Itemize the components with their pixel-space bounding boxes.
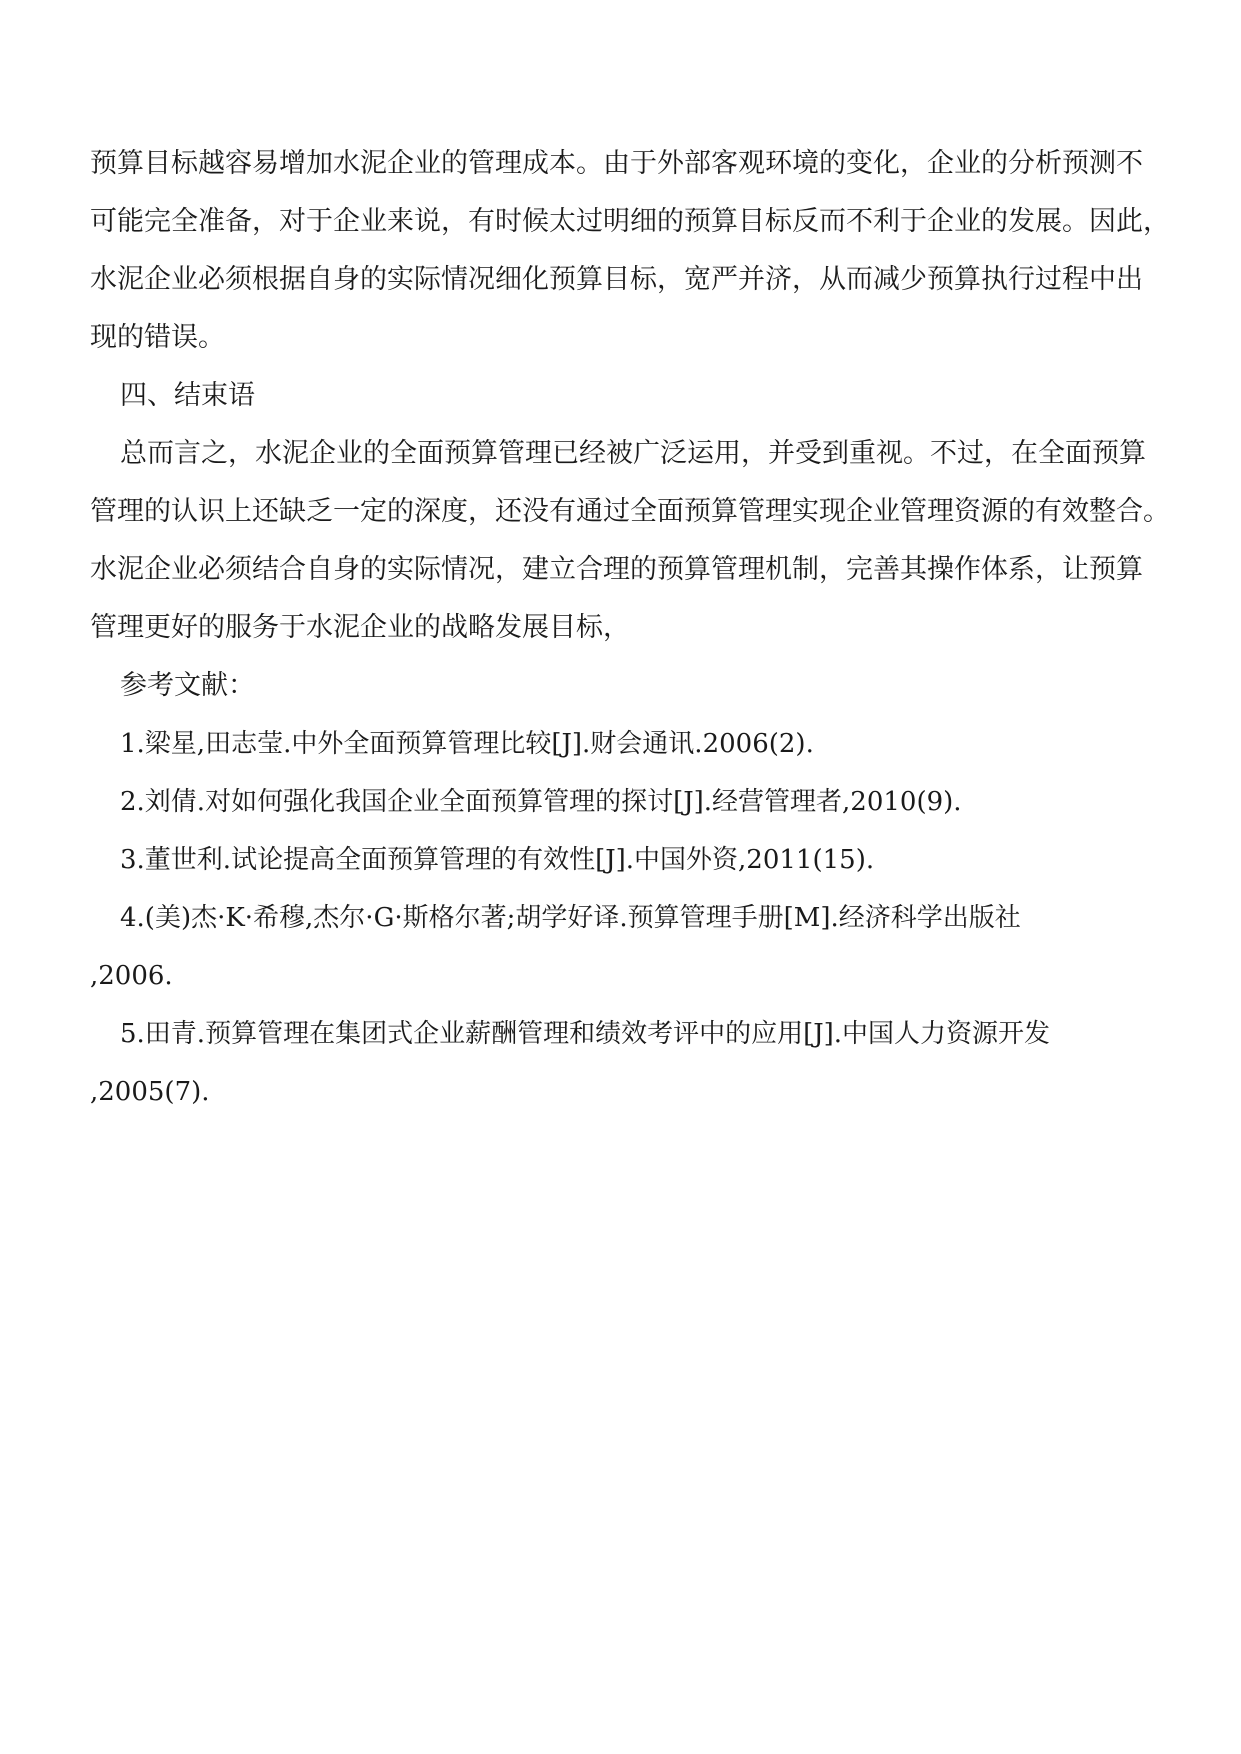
references-heading: 参考文献：: [120, 670, 255, 701]
conclusion-line: 总而言之，水泥企业的全面预算管理已经被广泛运用，并受到重视。不过，在全面预算: [120, 438, 1146, 469]
reference-item: 5.田青.预算管理在集团式企业薪酬管理和绩效考评中的应用[J].中国人力资源开发: [120, 1019, 1051, 1049]
reference-item: 2.刘倩.对如何强化我国企业全面预算管理的探讨[J].经营管理者,2010(9).: [120, 787, 962, 817]
reference-item: 3.董世利.试论提高全面预算管理的有效性[J].中国外资,2011(15).: [120, 845, 875, 875]
paragraph-line: 现的错误。: [90, 322, 225, 353]
paragraph-line: 水泥企业必须根据自身的实际情况细化预算目标，宽严并济，从而减少预算执行过程中出: [90, 264, 1143, 295]
reference-item: 1.梁星,田志莹.中外全面预算管理比较[J].财会通讯.2006(2).: [120, 729, 814, 759]
conclusion-line: 水泥企业必须结合自身的实际情况，建立合理的预算管理机制，完善其操作体系，让预算: [90, 554, 1143, 585]
reference-item: 4.(美)杰·K·希穆,杰尔·G·斯格尔著;胡学好译.预算管理手册[M].经济科学出版社: [120, 903, 1021, 933]
reference-item-continuation: ,2005(7).: [90, 1077, 210, 1107]
paragraph-line: 可能完全准备，对于企业来说，有时候太过明细的预算目标反而不利于企业的发展。因此，: [90, 206, 1170, 237]
conclusion-line: 管理的认识上还缺乏一定的深度，还没有通过全面预算管理实现企业管理资源的有效整合。: [90, 496, 1170, 527]
reference-item-continuation: ,2006.: [90, 961, 173, 991]
section-heading: 四、结束语: [120, 380, 255, 411]
paragraph-line: 预算目标越容易增加水泥企业的管理成本。由于外部客观环境的变化，企业的分析预测不: [90, 148, 1143, 179]
conclusion-line: 管理更好的服务于水泥企业的战略发展目标，: [90, 612, 630, 643]
